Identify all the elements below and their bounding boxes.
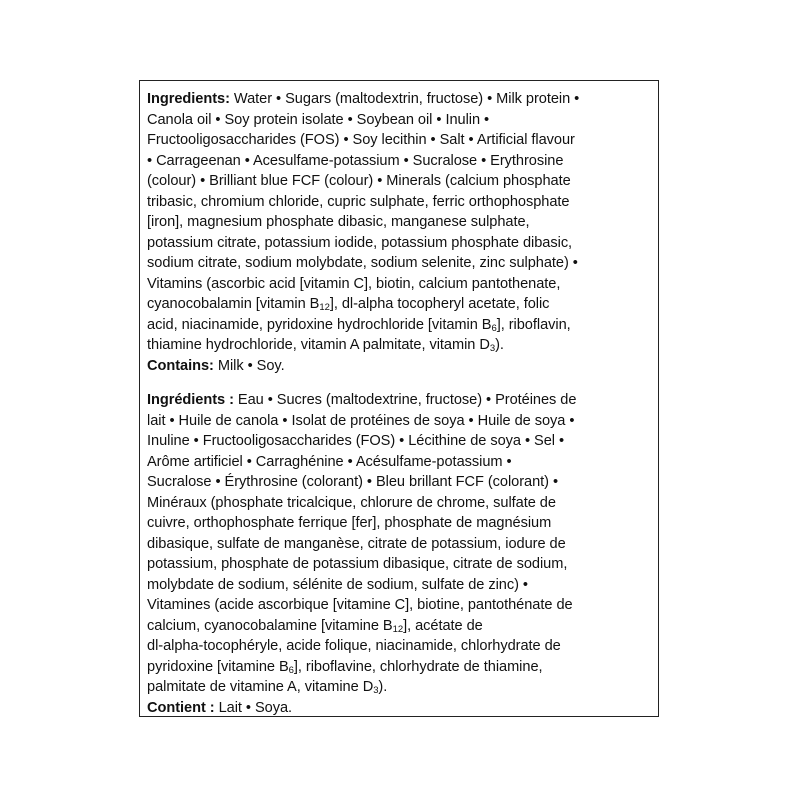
ingredients-heading: Ingredients:	[147, 91, 230, 107]
text-line: Arôme artificiel • Carraghénine • Acésulfame-potassium •	[147, 453, 512, 470]
text-line: Fructooligosaccharides (FOS) • Soy lecithin • Salt • Artificial flavour	[147, 132, 575, 148]
text-line: potassium, phosphate de potassium dibasique, citrate de sodium,	[147, 556, 568, 572]
text-line: Sucralose • Érythrosine (colorant) • Bleu brillant FCF (colorant) •	[147, 474, 559, 490]
ingredients-panel	[139, 80, 659, 717]
contains-line: Contains: Milk • Soy.	[147, 357, 285, 374]
subscript: 6	[288, 664, 294, 676]
text-line: • Carrageenan • Acesulfame-potassium • Sucralose • Erythrosine	[147, 152, 564, 169]
subscript: 12	[319, 302, 330, 313]
ingredients-heading-fr: Ingrédients :	[147, 392, 234, 408]
contains-line: Contient : Lait • Soya.	[147, 699, 293, 716]
text-line: Vitamines (acide ascorbique [vitamine C], biotine, pantothénate de	[147, 597, 573, 613]
text-line: cuivre, orthophosphate ferrique [fer], phosphate de magnésium	[147, 515, 552, 531]
text-line: lait • Huile de canola • Isolat de protéines de soya • Huile de soya •	[147, 412, 575, 429]
text-line: (colour) • Brilliant blue FCF (colour) • Minerals (calcium phosphate	[147, 173, 571, 189]
text-line: acid, niacinamide, pyridoxine hydrochloride [vitamin $B_6$], riboflavin,	[147, 316, 571, 334]
text-line: Inuline • Fructooligosaccharides (FOS) • Lécithine de soya • Sel •	[147, 433, 565, 449]
subscript: 12	[392, 623, 404, 635]
text-line: Minéraux (phosphate tricalcique, chlorure de chrome, sulfate de	[147, 494, 556, 511]
subscript: 3	[489, 343, 496, 354]
contains-heading-fr: Contient :	[147, 699, 215, 716]
text-line: [iron], magnesium phosphate dibasic, manganese sulphate,	[147, 214, 530, 230]
french-ingredients	[147, 390, 650, 718]
text-line: thiamine hydrochloride, vitamin A palmitate, vitamin $D_3$).	[147, 337, 504, 354]
text-line: dibasique, sulfate de manganèse, citrate de potassium, iodure de	[147, 535, 566, 552]
text-line: cyanocobalamin [vitamin $B_{12}$], dl-alpha tocopheryl acetate, folic	[147, 296, 550, 313]
text-line: Canola oil • Soy protein isolate • Soybean oil • Inulin •	[147, 111, 490, 128]
text-line: palmitate de vitamine A, vitamine $D_3$).	[147, 679, 388, 696]
text-line: Vitamins (ascorbic acid [vitamin C], biotin, calcium pantothenate,	[147, 275, 561, 292]
text-line: dl-alpha-tocophéryle, acide folique, niacinamide, chlorhydrate de	[147, 638, 561, 654]
text-line: sodium citrate, sodium molybdate, sodium selenite, zinc sulphate) •	[147, 255, 578, 271]
text-line: tribasic, chromium chloride, cupric sulphate, ferric orthophosphate	[147, 193, 570, 210]
text-line: pyridoxine [vitamine $B_6$], riboflavine, chlorhydrate de thiamine,	[147, 658, 543, 676]
text-line: molybdate de sodium, sélénite de sodium, sulfate de zinc) •	[147, 576, 528, 593]
subscript: 3	[373, 685, 379, 696]
text-line: calcium, cyanocobalamine [vitamine $B_{12}$], acétate de	[147, 617, 483, 635]
english-ingredients	[147, 89, 650, 376]
subscript: 6	[491, 322, 497, 334]
text-line: potassium citrate, potassium iodide, potassium phosphate dibasic,	[147, 234, 573, 251]
text-line: Ingrédients : Eau • Sucres (maltodextrine, fructose) • Protéines de	[147, 392, 577, 408]
text-line: Ingredients: Water • Sugars (maltodextrin, fructose) • Milk protein •	[147, 91, 580, 107]
contains-heading: Contains:	[147, 357, 214, 374]
